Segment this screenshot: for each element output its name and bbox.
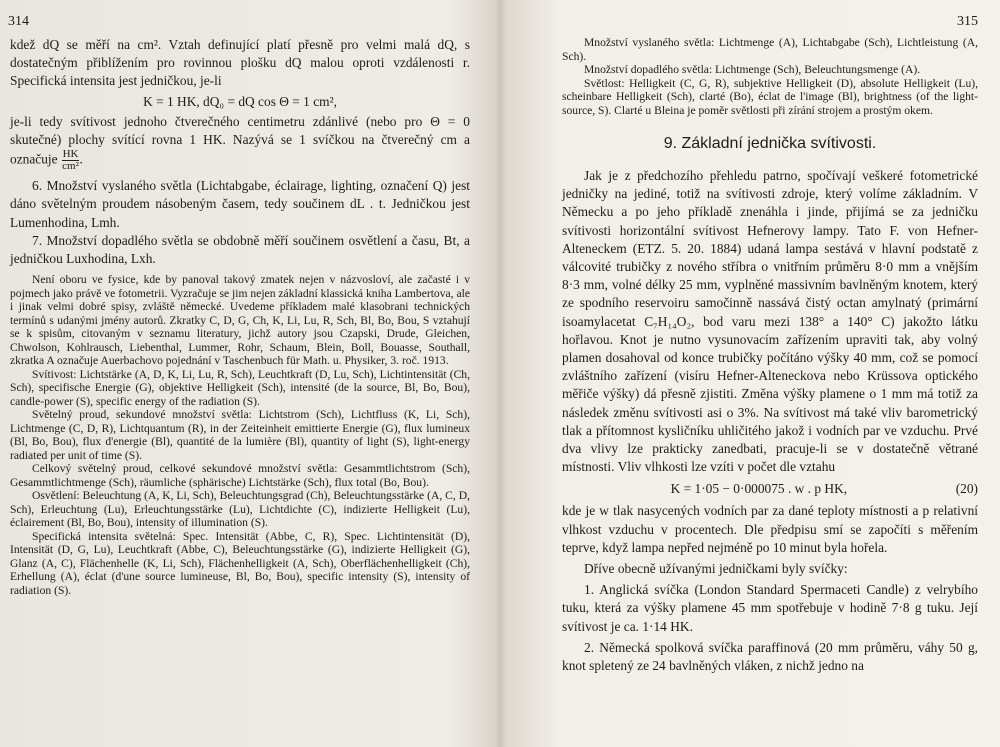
left-text-column [10, 36, 470, 597]
paragraph: je-li tedy svítivost jednoho čtverečného centimetru zdánlivé (nebo pro Θ = 0 skutečné) plochy svítící rovna 1 HK. Nazývá se 1 svíčkou na čtverečný cm a označuje $\frac{HK}{\text{cm²}}$ . [10, 113, 470, 173]
equation-row [562, 481, 978, 497]
left-page [0, 0, 496, 747]
paragraph: Dříve obecně užívanými jedničkami byly svíčky: [584, 561, 848, 577]
page-number: 315 [957, 14, 978, 29]
fraction [62, 149, 80, 172]
equation: K = 1·05 − 0·000075 . w . p HK, [670, 481, 848, 497]
formula-text: K = 1 HK, dQ₀ = dQ cos Θ = 1 cm², [143, 93, 337, 109]
term-entry: Světelný proud, sekundové množství světla: Lichtstrom (Sch), Lichtfluss (K, Li, Sch), Lichtmenge (C, D, R), Lichtquantum (R), in der Zeiteinheit emittierte Energie (G), flux lumineux (Bl, Bo, Bou), flux d'energie (Bl), quantité de la lumière (Bl), quantity of light (S), light-energy radiated per unit of time (S). [10, 408, 470, 462]
equation-number: (20) [955, 481, 978, 497]
term-entry: Množství dopadlého světla: Lichtmenge (Sch), Beleuchtungsmenge (A). [584, 63, 921, 76]
fraction-numerator: HK [62, 148, 79, 161]
fraction-denominator: cm² [62, 160, 79, 173]
term-entry: Množství vyslaného světla: Lichtmenge (A), Lichtabgabe (Sch), Lichtleistung (A, Sch). [562, 36, 978, 63]
list-item: 2. Německá spolková svíčka paraffinová (20 mm průměru, váhy 50 g, knot spletený ze 24 bavlněných vláken, z nichž jedno na [562, 639, 978, 674]
right-page [504, 0, 1000, 747]
term-entry: Specifická intensita světelná: Spec. Intensität (Abbe, C, R), Spec. Lichtintensität (D), Intensität (D, G, Lu), Leuchtkraft (Abbe, C), Beleuchtungsstärke (G), indizierte Helligkeit (G), Glanz (A, C), Flächenhelle (K, Li, Sch), Flächenhelligkeit (A, Sch), Oberflächenhelligkeit (Ch), Erhellung (A), éclat (d'une source lumineuse, Bl, Bo, Bou), specific intensity (S), intensity of radiation (S). [10, 529, 470, 597]
section-heading: 9. Základní jednička svítivosti. [663, 135, 877, 152]
right-text-column [562, 36, 978, 675]
paragraph-7: 7. Množství dopadlého světla se obdobně měří součinem osvětlení a času, Bt, a jedničkou Luxhodina, Lxh. [10, 232, 470, 267]
paragraph: kdež dQ se měří na cm². Vztah definující platí přesně pro velmi malá dQ, s dostatečným přiblížením pro rovinnou plošku dQ malou oproti vzdálenosti r. Specifická intensita jest jedničkou, je-li [10, 37, 470, 89]
small-note: Není oboru ve fysice, kde by panoval takový zmatek nejen v názvosloví, ale začasté i v pojmech jako právě ve fotometrii. Vyzračuje se jim nejen základní klassická kniha Lambertova, ale i jinak velmi dobré spisy, zvláště německé. Uvedeme příkladem malé klasobrani technických termínů s udanými jmény autorů. Zkratky C, D, G, Ch, K, Li, Lu, R, Sch, Bl, Bo, Bou, S vztahují se k spisům, citovaným v seznamu literatury, jichž autory jsou Czapski, Drude, Gleichen, Chwolson, Kohlrausch, Liebenthal, Lummer, Rohr, Schaum, Blein, Boll, Bouasse, Southall, zkratka A označuje Auerbachovo pojednání v Taschenbuch für Math. u. Physiker, 3. roč. 1913. [10, 273, 470, 368]
term-entry: Světlost: Helligkeit (C, G, R), subjektive Helligkeit (D), absolute Helligkeit (Lu), scheinbare Helligkeit (Sch), clarté (Bo), éclat de l'image (Bl), brightness (of the light-source, S). Clarté u Bleina je poměr světlosti při zírání strojem a prostým okem. [562, 76, 978, 117]
term-entry: Osvětlení: Beleuchtung (A, K, Li, Sch), Beleuchtungsgrad (Ch), Beleuchtungsstärke (A, C, D, Sch), Erleuchtung (Lu), Erleuchtungsstärke (Lu), Lichtdichte (C), indizierte Helligkeit (Lu), éclairement (Bl, Bo, Bou), intensity of illumination (S). [10, 489, 470, 530]
term-entry: Svítivost: Lichtstärke (A, D, K, Li, Lu, R, Sch), Leuchtkraft (D, Lu, Sch), Lichtintensität (Ch, Sch), specifische Energie (G), objektive Helligkeit (Sch), intensité (de la source, Bl, Bo, Bou), candle-power (S), specific energy of the radiation (S). [10, 367, 470, 408]
paragraph: kde je w tlak nasycených vodních par za dané teploty místnosti a p relativní vlhkost vzduchu v procentech. Dle předpisu smí se započíti s měřením teprve, když lampa nepřed nejméně po 10 minut byla hořela. [562, 503, 978, 555]
paragraph-text: je-li tedy svítivost jednoho čtverečného centimetru zdánlivé (nebo pro Θ = 0 skutečné) plochy svítící rovna 1 HK. Nazývá se 1 svíčkou na čtverečný cm a označuje [10, 113, 470, 167]
page-number: 314 [8, 14, 29, 29]
term-entry: Celkový světelný proud, celkové sekundové množství světla: Gesammtlichtstrom (Sch), Gesammtlichtmenge (Sch), räumliche (sphärische) Lichtstärke (Sch), flux total (Bo, Bou). [10, 462, 470, 489]
paragraph: Jak je z předchozího přehledu patrno, spočívají veškeré fotometrické jedničky na jediné, totiž na svítivosti zdroje, který volíme základním. V Německu a po jeho příkladě znenáhla i jinde, přijímá se za jedničku svítivosti horizontální svítivost Hefnerovy lampy. Tato F. von Hefner-Alteneckem (ETZ. 5. 20. 1884) udaná lampa sestává v hlavní podstatě z válcovité trubičky z nového stříbra o vnitřním průměru 8·0 mm a vnějším 8·3 mm, volné délky 25 mm, vyplněné massivním bavlněným knotem, který ze spodního reservoiru samočinně nassává čistý octan amylnatý (primární isoamylacetat C₇H₁₄O₂, bod varu mezi 138° a 140° C) jakožto látku hořlavou. Knot je nutno vysunovacím zařízením upraviti tak, aby volný plamen dosahoval od konce trubičky počítáno výšky 40 mm, což se pomocí zvláštního zařízení (visíru Hefner-Alteneckova nebo Krüssova optického měřiče výšky) dá přesně zjistiti. Změna výšky plamene o 1 mm má totiž za následek změnu svítivosti asi o 3%. Na svítivost má také vliv barometrický tlak a přítomnost kysličníku uhličitého jakož i vodních par ve vzduchu. Prvé dva vlivy lze prakticky zanedbati, pracuje-li se v dostatečně větrané místnosti. Vliv vlhkosti lze vzíti v počet dle vztahu [562, 168, 978, 475]
list-item: 1. Anglická svíčka (London Standard Spermaceti Candle) z velrybího tuku, která za výšky plamene 45 mm spotřebuje v hodině 7·8 g tuku. Její svítivost je ca. 1·14 HK. [562, 582, 978, 634]
formula [10, 93, 470, 111]
paragraph-6: 6. Množství vyslaného světla (Lichtabgabe, éclairage, lighting, označení Q) jest dáno světelným proudem násobeným časem, tedy součinem dL . t. Jedničkou jest Lumenhodina, Lmh. [10, 178, 470, 230]
